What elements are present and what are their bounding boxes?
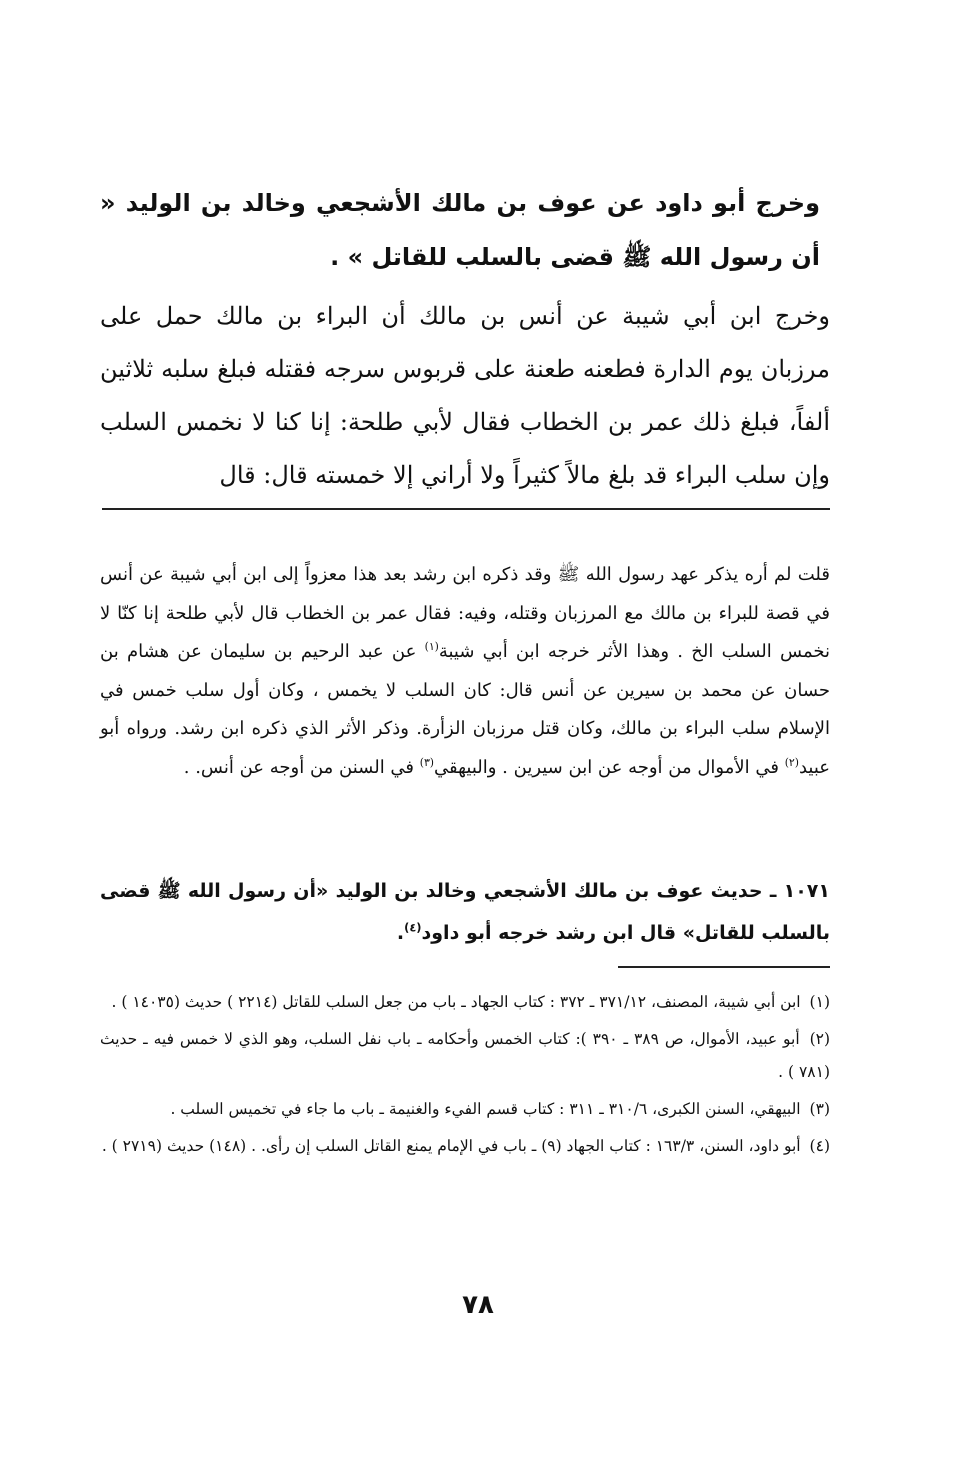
- footnote-number: (٢): [809, 1030, 831, 1048]
- hadith-text: ١٠٧١ ـ حديث عوف بن مالك الأشجعي وخالد بن الوليد «أن رسول الله ﷺ قضى بالسلب للقاتل» قال ابن رشد خرجه أبو داود: [100, 880, 830, 944]
- footnote-text: ابن أبي شيبة، المصنف، ٣٧١/١٢ ـ ٣٧٢ : كتاب الجهاد ـ باب من جعل السلب للقاتل (٢٢١٤ ) حديث (١٤٠٣٥ ) .: [111, 993, 801, 1011]
- hadith-entry-1071: [100, 870, 830, 954]
- commentary-text: في الأموال من أوجه عن ابن سيرين . والبيهقي: [434, 756, 785, 778]
- footnote-ref: (٣): [419, 755, 434, 769]
- footnote-number: (٣): [809, 1100, 830, 1118]
- footnote-number: (٤): [809, 1137, 830, 1155]
- footnote-divider: [618, 966, 830, 968]
- footnote-item: [100, 1130, 830, 1163]
- commentary-text: في السنن من أوجه عن أنس. .: [183, 756, 420, 778]
- commentary-text: عن عبد الرحيم بن سليمان عن هشام بن حسان عن محمد بن سيرين عن أنس قال: كان السلب لا يخمس ، وكان أول سلب خمس في الإسلام سلب البراء بن مالك، وكان قتل مرزبان الزأرة. وذكر الأثر الذي ذكره ابن رشد. ورواه أبو عبيد: [100, 641, 830, 778]
- footnote-item: [100, 1093, 830, 1126]
- footnote-text: أبو عبيد، الأموال، ص ٣٨٩ ـ ٣٩٠ ): كتاب الخمس وأحكامه ـ باب نفل السلب، وهو الذي لا خمس فيه ـ حديث (٧٨١ ) .: [100, 1030, 830, 1081]
- footnote-ref: (٢): [784, 755, 799, 769]
- footnote-item: [100, 1023, 830, 1089]
- footnote-text: البيهقي، السنن الكبرى، ٣١٠/٦ ـ ٣١١ : كتاب قسم الفيء والغنيمة ـ باب ما جاء في تخميس السلب .: [170, 1100, 801, 1118]
- hadith-quote-heading: وخرج أبو داود عن عوف بن مالك الأشجعي وخالد بن الوليد « أن رسول الله ﷺ قضى بالسلب للقاتل » .: [100, 189, 820, 271]
- main-paragraph: وخرج ابن أبي شيبة عن أنس بن مالك أن البراء بن مالك حمل على مرزبان يوم الدارة فطعنه طعنة على قربوس سرجه فقتله فبلغ سلبه ثلاثين ألفاً، فبلغ ذلك عمر بن الخطاب فقال لأبي طلحة: إنا كنا لا نخمس السلب وإن سلب البراء قد بلغ مالاً كثيراً ولا أراني إلا خمسته قال: قال: [100, 302, 830, 489]
- footnote-ref: (٤): [404, 920, 422, 935]
- footnotes: [100, 986, 830, 1167]
- footnote-number: (١): [809, 993, 830, 1011]
- commentary-text: قلت لم أره يذكر عهد رسول الله ﷺ وقد ذكره ابن رشد بعد هذا معزواً إلى ابن أبي شيبة عن أنس في قصة للبراء بن مالك مع المرزبان وقتله، وفيه: فقال عمر بن الخطاب قال لأبي طلحة إنا كنّا لا نخمس السلب الخ . وهذا الأثر خرجه ابن أبي شيبة: [100, 564, 831, 662]
- footnote-text: أبو داود، السنن، ١٦٣/٣ : كتاب الجهاد (٩) ـ باب في الإمام يمنع القاتل السلب إن رأى. . (١٤٨) حديث (٢٧١٩ ) .: [101, 1137, 801, 1155]
- footnote-ref: (١): [424, 640, 439, 653]
- section-divider: [102, 508, 830, 510]
- hadith-end: .: [396, 922, 405, 944]
- footnote-item: [100, 986, 830, 1019]
- page-number: ٧٨: [462, 1290, 494, 1320]
- commentary-paragraph: [100, 556, 830, 787]
